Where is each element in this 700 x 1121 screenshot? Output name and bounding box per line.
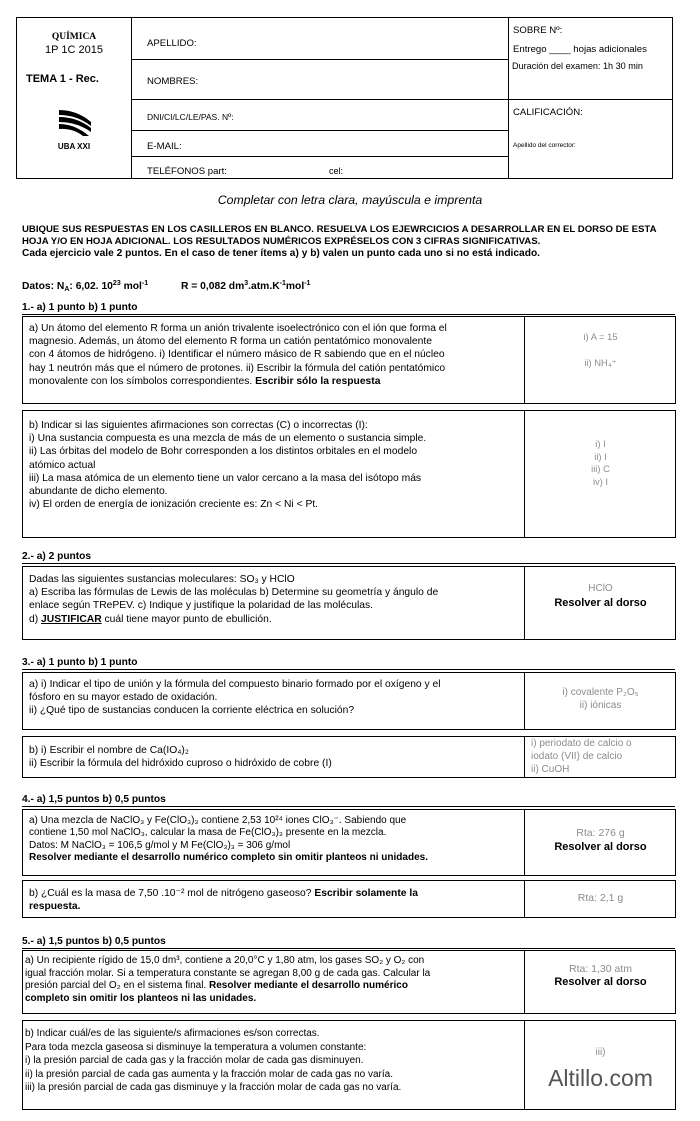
subtitle: Completar con letra clara, mayúscula e imprenta: [217, 193, 483, 207]
q5b-box: [22, 1020, 676, 1110]
q3b-text: b) i) Escribir el nombre de Ca(IO₄)₂ ii) Escribir la fórmula del hidróxido cuproso o hidróxido de cobre (I): [29, 745, 332, 770]
q1b-box: [22, 410, 676, 538]
altillo-watermark: Altillo.com: [548, 1065, 653, 1091]
course-label: 1P 1C 2015: [45, 44, 103, 56]
q2-answer[interactable]: HClO: [588, 583, 613, 594]
telefono-field[interactable]: TELÉFONOS part:: [147, 166, 227, 177]
q5a-answer-note: Resolver al dorso: [554, 976, 647, 988]
q5-title: 5.- a) 1,5 puntos b) 0,5 puntos: [22, 936, 166, 947]
duracion-label: Duración del examen: 1h 30 min: [512, 61, 643, 71]
email-field[interactable]: E-MAIL:: [147, 141, 182, 152]
q1b-text: b) Indicar si las siguientes afirmaciones son correctas (C) o incorrectas (I): i) Una sustancia compuesta es una mezcla de más de un elemento o sustancia simple. ii) Las órbitas del modelo de Bohr corresponden a los distintos orbitales en el modelo atómico actual iii) La masa atómica de un elemento tiene un valor cercano a la masa del isótopo más abundante de dicho elemento. iv) El orden de energía de ionización creciente es: Zn < Ni < Pt.: [29, 420, 427, 511]
logo-text: UBA XXI: [57, 142, 91, 151]
instruction-line: Cada ejercicio vale 2 puntos. En el caso de tener ítems a) y b) valen un punto cada uno si no está indicado.: [22, 247, 541, 259]
q4b-answer[interactable]: Rta: 2,1 g: [577, 892, 624, 904]
cel-field[interactable]: cel:: [329, 166, 344, 176]
q1-title: 1.- a) 1 punto b) 1 punto: [22, 302, 138, 313]
instruction-line: UBIQUE SUS RESPUESTAS EN LOS CASILLEROS EN BLANCO. RESUELVA LOS EJEWRCICIOS A DESARROLLAR EN EL DORSO DE ESTA: [22, 224, 657, 235]
subject-label: QUÍMICA: [51, 32, 97, 42]
instruction-line: HOJA Y/O EN HOJA ADICIONAL. LOS RESULTADOS NUMÉRICOS EXPRÉSELOS CON 3 CIFRAS SIGNIFICATIVAS.: [22, 235, 541, 247]
q2-text: Dadas las siguientes sustancias moleculares: SO₃ y HClO a) Escriba las fórmulas de Lewis de las moléculas b) Determine su geometría y ángulo de enlace según TRePEV. c) Indique y justifique la polaridad de las moléculas. d) JUSTIFICAR cuál tiene mayor punto de ebullición.: [29, 574, 439, 625]
sobre-field[interactable]: SOBRE Nº:: [513, 25, 563, 36]
q4b-text: b) ¿Cuál es la masa de 7,50 .10⁻² mol de nitrógeno gaseoso? Escribir solamente la respuesta.: [29, 888, 418, 913]
q5a-text: a) Un recipiente rígido de 15,0 dm³, contiene a 20,0°C y 1,80 atm, los gases SO₂ y O₂ con igual fracción molar. Si a temperatura constante se agregan 8,00 g de cada gas. Calcular la presión parcial del O₂ en el sistema final. Resolver mediante el desarrollo numérico completo sin omitir los planteos ni las unidades.: [25, 955, 431, 1004]
q4a-text: a) Una mezcla de NaClO₃ y Fe(ClO₃)₃ contiene 2,53 10²⁴ iones ClO₃⁻. Sabiendo que contiene 1,50 mol NaClO₃, calcular la masa de Fe(ClO₃)₃ presente en la mezcla. Datos: M NaClO₃ = 106,5 g/mol y M Fe(ClO₃)₃ = 306 g/mol Resolver mediante el desarrollo numérico completo sin omitir planteos ni unidades.: [29, 815, 428, 864]
q4b-box: [22, 880, 676, 918]
q1a-answer-2[interactable]: ii) NH₄⁺: [584, 357, 617, 368]
q5a-answer[interactable]: Rta: 1,30 atm: [568, 963, 633, 975]
calificacion-field[interactable]: CALIFICACIÓN:: [513, 107, 583, 118]
q3a-box: [22, 672, 676, 730]
apellido-field[interactable]: APELLIDO:: [147, 38, 197, 49]
q3a-text: a) i) Indicar el tipo de unión y la fórmula del compuesto binario formado por el oxígeno y el fósforo en su mayor estado de oxidación. ii) ¿Qué tipo de sustancias conducen la corriente eléctrica en solución?: [29, 679, 441, 717]
q3-title: 3.- a) 1 punto b) 1 punto: [22, 657, 138, 668]
entrego-field[interactable]: Entrego ____ hojas adicionales: [513, 44, 647, 55]
q3b-box: [22, 736, 676, 778]
datos-line: Datos: $N_A$: 6,02. $10^{23}$ mol$^{-1}$ R = 0,082 $dm^3.atm.K^{-1}mol^{-1}$: [22, 280, 311, 293]
q3a-answer-1[interactable]: i) covalente P₂O₅: [562, 687, 639, 698]
q1a-answer-1[interactable]: i) A = 15: [583, 331, 618, 342]
q3b-answers[interactable]: i) periodato de calcio o iodato (VII) de calcio ii) CuOH: [531, 738, 632, 775]
q2-answer-note: Resolver al dorso: [554, 597, 647, 609]
q4a-answer-note: Resolver al dorso: [554, 841, 647, 853]
q3a-answer-2[interactable]: ii) iónicas: [579, 700, 622, 711]
nombres-field[interactable]: NOMBRES:: [147, 76, 199, 87]
tema-label: TEMA 1 - Rec.: [26, 73, 99, 85]
q4-title: 4.- a) 1,5 puntos b) 0,5 puntos: [22, 794, 166, 805]
instructions: [22, 224, 657, 259]
q2-title: 2.- a) 2 puntos: [22, 551, 92, 562]
q5a-box: [22, 950, 676, 1014]
q4a-box: [22, 809, 676, 876]
q1a-text: a) Un átomo del elemento R forma un anión trivalente isoelectrónico con el ión que forma el magnesio. Además, un átomo del elemento R forma un catión pentatómico monovalente con 4 átomos de hidrógeno. i) Identificar el número másico de R sabiendo que en el núcleo hay 1 neutrón más que el número de protones. ii) Escribir la fórmula del catión pentatómico monovalente con los símbolos correspondientes. Escribir sólo la respuesta: [29, 323, 447, 387]
q4a-answer[interactable]: Rta: 276 g: [576, 827, 625, 839]
q1a-box: [22, 316, 676, 404]
uba-logo-icon: [57, 108, 93, 141]
q1b-answers[interactable]: i) I ii) I iii) C iv) I: [591, 438, 610, 487]
q5b-text: b) Indicar cuál/es de las siguiente/s afirmaciones es/son correctas. Para toda mezcla gaseosa si disminuye la temperatura a volumen constante: i) la presión parcial de cada gas y la fracción molar de cada gas disminuyen. ii) la presión parcial de cada gas aumenta y la fracción molar de cada gas no varía. iii) la presión parcial de cada gas disminuye y la fracción molar de cada gas no varía.: [25, 1028, 402, 1093]
exam-header: [16, 17, 673, 179]
dni-field[interactable]: DNI/CI/LC/LE/PAS. Nº:: [147, 112, 234, 122]
q2-box: [22, 566, 676, 640]
corrector-field[interactable]: Apellido del corrector:: [513, 142, 576, 149]
q5b-answer[interactable]: iii): [595, 1047, 606, 1058]
